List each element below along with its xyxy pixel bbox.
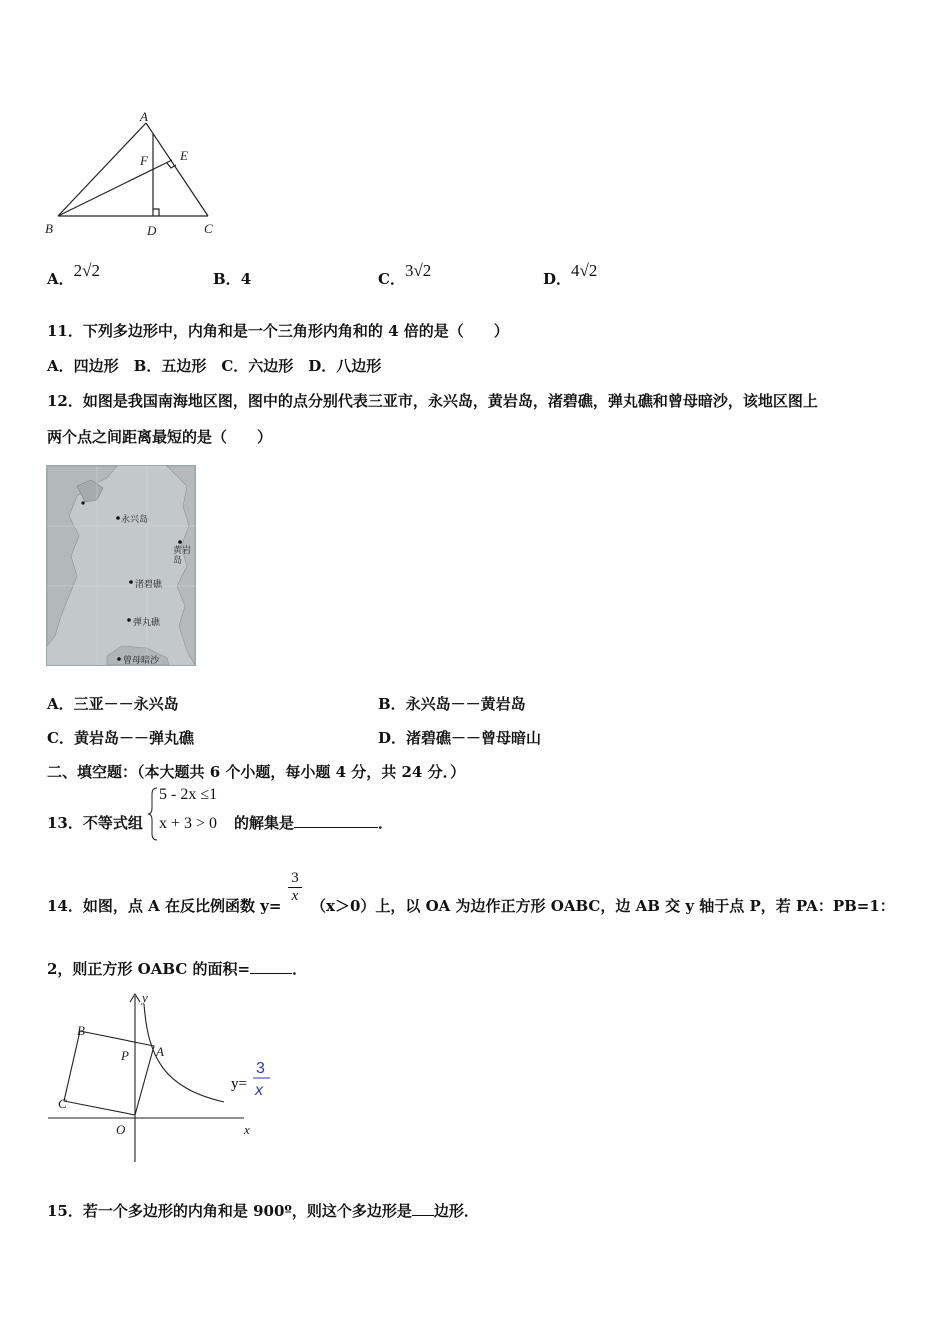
q14-graph: [44, 988, 284, 1166]
q10-option-a: A．2√2: [47, 261, 100, 288]
q13-inequality-2: x + 3 > 0: [159, 815, 218, 832]
map-label-yongxing: 永兴岛: [121, 515, 149, 525]
section-heading-fill-blank: 二、填空题：（本大题共 6 个小题，每小题 4 分，共 24 分．）: [47, 763, 466, 781]
q12-option-b: B．永兴岛－－黄岩岛: [378, 695, 526, 713]
point-label-d: D: [147, 223, 157, 238]
q12-option-d: D．渚碧礁－－曾母暗山: [378, 729, 542, 747]
func-label-num: 3: [256, 1060, 265, 1077]
axis-x-label: x: [244, 1122, 250, 1137]
q11-text: 11．下列多边形中，内角和是一个三角形内角和的 4 倍的是（ ）: [47, 322, 509, 340]
q14-suffix: （x＞0）上，以 OA 为边作正方形 OABC，边 AB 交 y 轴于点 P，若 PA：PB=1：: [311, 897, 895, 915]
point-label-e: E: [180, 148, 188, 163]
point-label-b: B: [77, 1023, 85, 1038]
point-label-b: B: [45, 221, 53, 236]
q14-fraction: $\frac{3}{x}$: [288, 870, 302, 905]
triangle-figure: [40, 108, 230, 243]
map-label-zengmu: 曾母暗沙: [123, 656, 160, 666]
point-label-a: A: [140, 109, 148, 124]
func-label-den: x: [255, 1082, 263, 1099]
q14-line2: 2，则正方形 OABC 的面积= ．: [47, 960, 308, 978]
q10-option-c: C．3√2: [378, 261, 432, 288]
q12-option-a: A．三亚－－永兴岛: [47, 695, 179, 713]
point-label-a: A: [156, 1044, 164, 1059]
q10-option-b: B．4: [213, 270, 252, 288]
point-label-f: F: [140, 153, 148, 168]
q12-option-c: C．黄岩岛－－弹丸礁: [47, 729, 194, 747]
func-label-prefix: y=: [231, 1076, 247, 1092]
south-china-sea-map: [46, 465, 196, 666]
q11-options: A．四边形 B．五边形 C．六边形 D．八边形: [47, 357, 382, 375]
q13-brace: [147, 786, 159, 842]
q13-inequality-1: 5 - 2x ≤1: [159, 786, 218, 803]
point-label-c: C: [58, 1096, 67, 1111]
axis-y-label: y: [142, 990, 148, 1005]
map-label-danwan: 弹丸礁: [133, 618, 161, 628]
q15-text: 15．若一个多边形的内角和是 900º，则这个多边形是 边形．: [47, 1202, 479, 1220]
point-label-c: C: [204, 221, 213, 236]
q10-option-d: D．4√2: [543, 261, 598, 288]
point-label-p: P: [121, 1048, 129, 1063]
map-label-zhubi: 渚碧礁: [135, 580, 163, 590]
q12-text-line1: 12．如图是我国南海地区图，图中的点分别代表三亚市，永兴岛，黄岩岛，渚碧礁，弹丸礁和曾母暗沙，该地区图上: [47, 392, 818, 410]
q14-prefix: 14．如图，点 A 在反比例函数 y=: [47, 897, 282, 915]
q13-suffix: 的解集是 ．: [234, 814, 394, 832]
q12-text-line2: 两个点之间距离最短的是（ ）: [47, 428, 273, 446]
origin-label: O: [116, 1122, 126, 1137]
q13-prefix: 13．不等式组: [47, 814, 143, 832]
map-label-huangyan: 黄岩岛: [173, 546, 192, 566]
